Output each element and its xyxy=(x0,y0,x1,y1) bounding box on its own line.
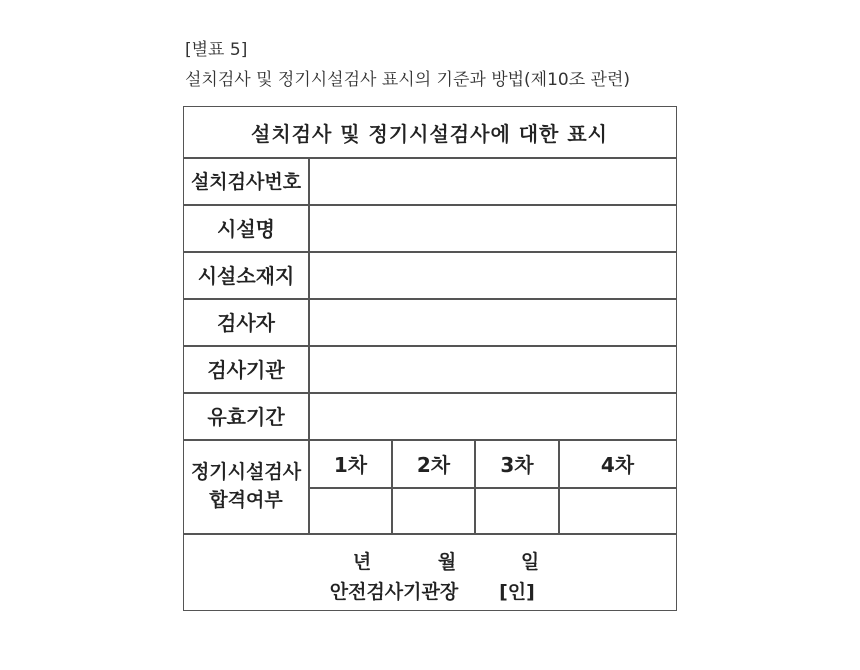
round-header: 4차 xyxy=(600,452,635,477)
label-periodic-inspection xyxy=(184,439,308,533)
form-title: 설치검사 및 정기시설검사에 대한 표시 xyxy=(251,121,608,146)
label-inspector: 검사자 xyxy=(217,311,275,335)
field-inspector[interactable] xyxy=(310,300,674,344)
round-result-field[interactable] xyxy=(393,489,474,533)
date-day-label: 일 xyxy=(520,550,540,573)
round-result-field[interactable] xyxy=(476,489,558,533)
annex-title: 설치검사 및 정기시설검사 표시의 기준과 방법(제10조 관련) xyxy=(185,70,631,90)
field-inspection-agency[interactable] xyxy=(310,347,674,391)
label-facility-location: 시설소재지 xyxy=(197,264,295,288)
divider xyxy=(184,533,676,535)
label-inspection-agency: 검사기관 xyxy=(207,358,285,382)
round-header: 3차 xyxy=(500,452,534,477)
round-header: 2차 xyxy=(416,452,451,477)
label-periodic-line2: 합격여부 xyxy=(209,489,283,511)
seal-mark: [인] xyxy=(499,580,535,603)
label-periodic-line1: 정기시설검사 xyxy=(190,461,302,483)
date-month-label: 월 xyxy=(437,550,457,573)
label-valid-period: 유효기간 xyxy=(207,405,285,429)
label-facility-name: 시설명 xyxy=(217,217,275,241)
signer-title: 안전검사기관장 xyxy=(329,580,459,603)
round-result-field[interactable] xyxy=(310,489,391,533)
field-facility-location[interactable] xyxy=(310,253,674,297)
round-result-field[interactable] xyxy=(560,489,675,533)
field-install-number[interactable] xyxy=(310,159,674,203)
round-header: 1차 xyxy=(333,452,368,477)
date-year-label: 년 xyxy=(352,550,372,573)
field-valid-period[interactable] xyxy=(310,394,674,438)
annex-label: [별표 5] xyxy=(185,40,248,60)
label-install-number: 설치검사번호 xyxy=(190,171,302,193)
field-facility-name[interactable] xyxy=(310,206,674,250)
inspection-display-form xyxy=(183,106,677,611)
